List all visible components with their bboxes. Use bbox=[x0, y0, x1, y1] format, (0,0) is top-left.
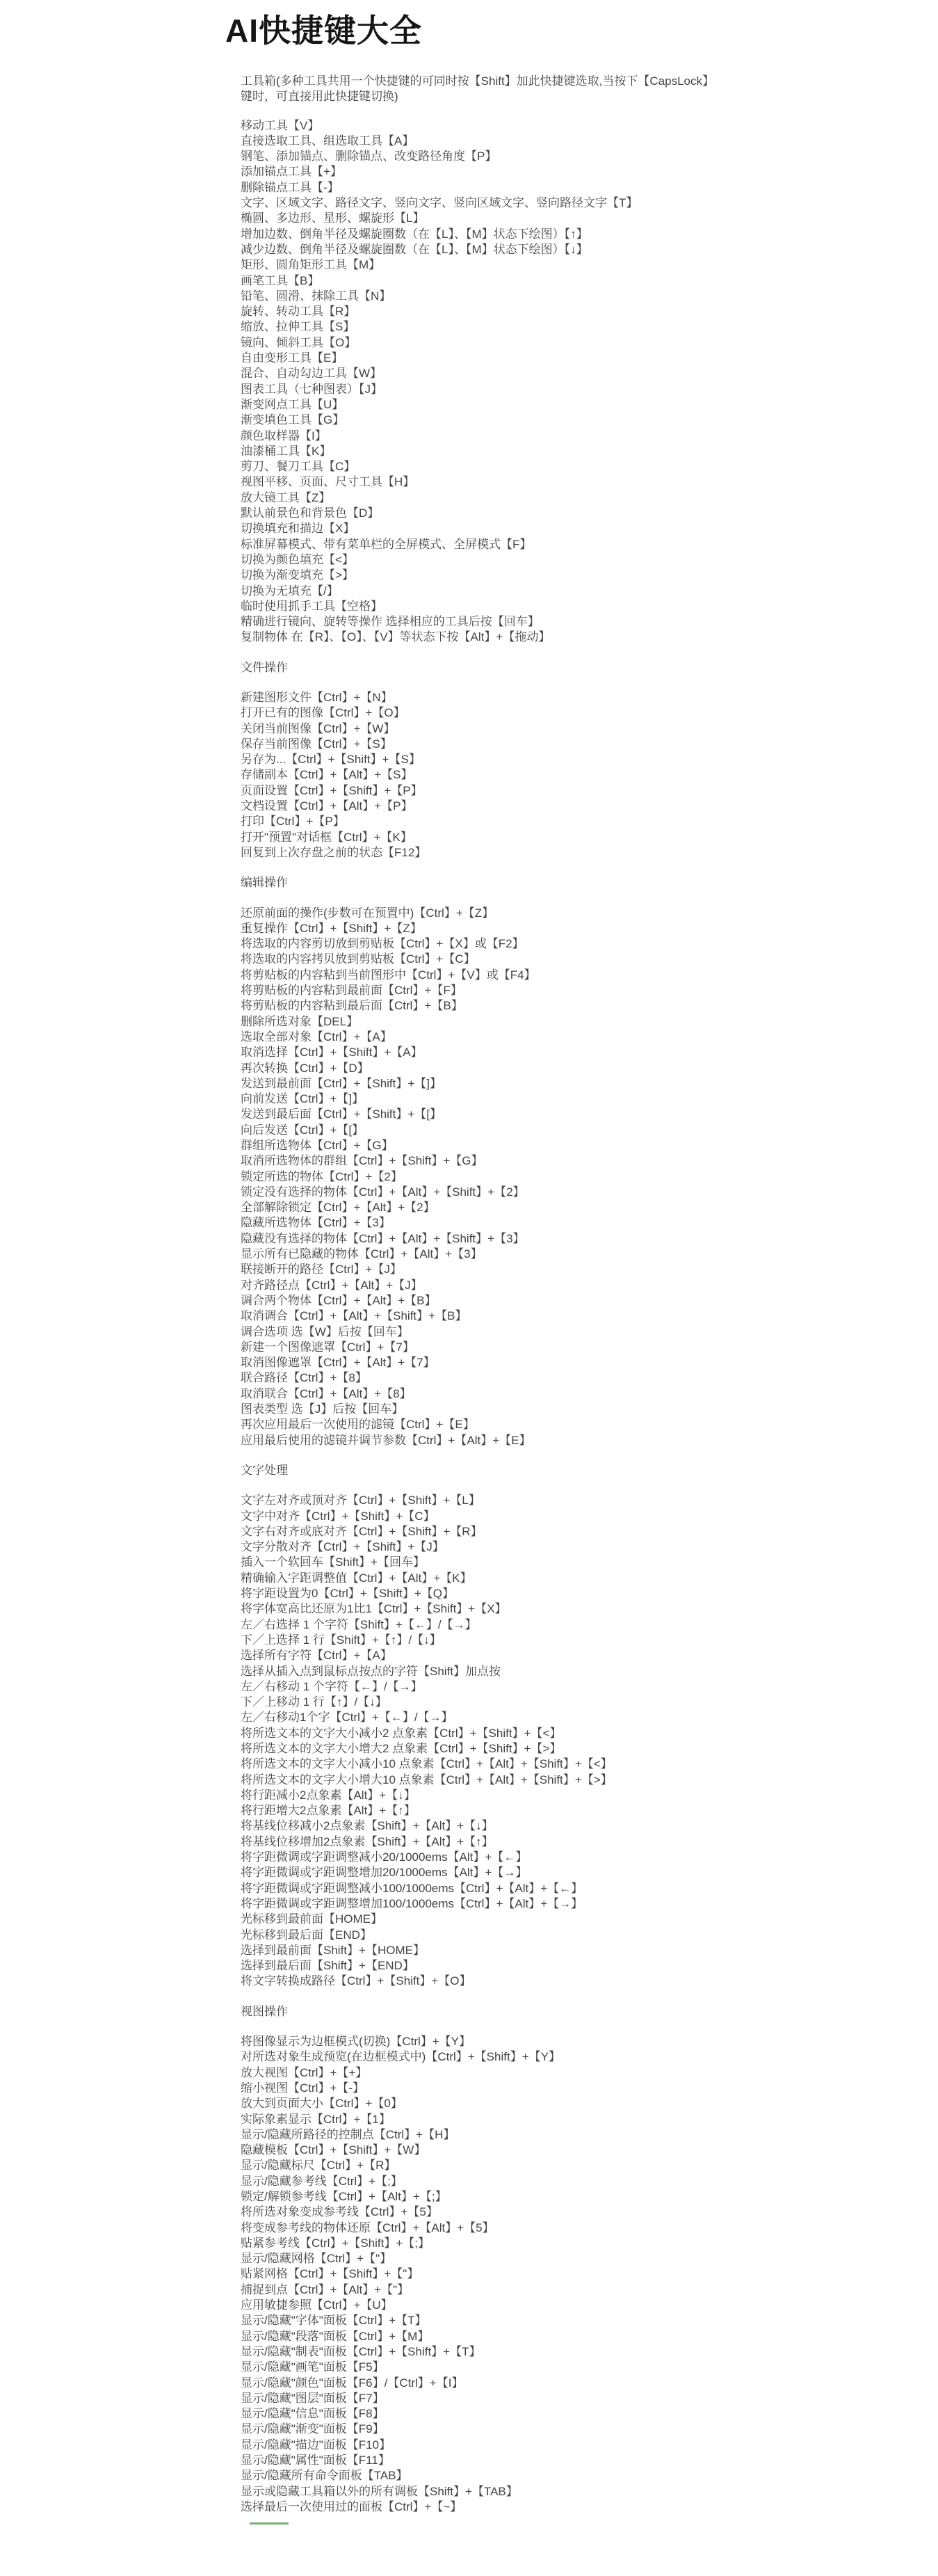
shortcut-line: 铅笔、圆滑、抹除工具【N】 bbox=[241, 289, 391, 303]
shortcut-line: 将所选对象变成参考线【Ctrl】+【5】 bbox=[241, 2205, 438, 2219]
shortcut-line: 锁定所选的物体【Ctrl】+【2】 bbox=[241, 1169, 403, 1183]
shortcut-line: 新建一个图像遮罩【Ctrl】+【7】 bbox=[241, 1340, 414, 1354]
shortcut-line: 显示/隐藏"画笔"面板【F5】 bbox=[241, 2360, 385, 2374]
shortcut-line: 显示所有已隐藏的物体【Ctrl】+【Alt】+【3】 bbox=[241, 1247, 483, 1261]
shortcut-line: 切换为渐变填充【>】 bbox=[241, 568, 354, 582]
shortcut-line: 取消调合【Ctrl】+【Alt】+【Shift】+【B】 bbox=[241, 1309, 467, 1323]
shortcut-line: 应用敏捷参照【Ctrl】+【U】 bbox=[241, 2298, 393, 2312]
shortcut-line: 对所选对象生成预览(在边框模式中)【Ctrl】+【Shift】+【Y】 bbox=[241, 2050, 560, 2064]
shortcut-line: 放大到页面大小【Ctrl】+【0】 bbox=[241, 2097, 403, 2111]
article-content bbox=[241, 74, 724, 2525]
shortcut-line: 捕捉到点【Ctrl】+【Alt】+【"】 bbox=[241, 2282, 410, 2296]
shortcut-line: 显示/隐藏"属性"面板【F11】 bbox=[241, 2454, 390, 2467]
shortcut-line: 将所选文本的文字大小减小2 点象素【Ctrl】+【Shift】+【<】 bbox=[241, 1726, 562, 1740]
shortcut-line: 将文字转换成路径【Ctrl】+【Shift】+【O】 bbox=[241, 1974, 471, 1988]
shortcut-line: 打开"预置"对话框【Ctrl】+【K】 bbox=[241, 830, 412, 844]
shortcut-line: 切换填充和描边【X】 bbox=[241, 522, 355, 536]
shortcut-line: 插入一个软回车【Shift】+【回车】 bbox=[241, 1555, 425, 1569]
shortcut-line: 文字分散对齐【Ctrl】+【Shift】+【J】 bbox=[241, 1540, 444, 1554]
shortcut-line: 显示/隐藏网格【Ctrl】+【"】 bbox=[241, 2252, 392, 2266]
shortcut-line: 选择到最后面【Shift】+【END】 bbox=[241, 1959, 414, 1973]
shortcut-line: 渐变填色工具【G】 bbox=[241, 413, 345, 427]
shortcut-line: 联合路径【Ctrl】+【8】 bbox=[241, 1371, 367, 1385]
shortcut-line: 混合、自动勾边工具【W】 bbox=[241, 367, 382, 381]
shortcut-line: 将字体宽高比还原为1比1【Ctrl】+【Shift】+【X】 bbox=[241, 1602, 507, 1616]
shortcut-line: 椭圆、多边形、星形、螺旋形【L】 bbox=[241, 211, 425, 225]
shortcut-line: 将所选文本的文字大小减小10 点象素【Ctrl】+【Alt】+【Shift】+【<】 bbox=[241, 1757, 613, 1771]
shortcut-line: 切换为颜色填充【<】 bbox=[241, 552, 354, 566]
page-title: AI快捷键大全 bbox=[225, 13, 422, 49]
shortcut-line: 文字右对齐或底对齐【Ctrl】+【Shift】+【R】 bbox=[241, 1524, 483, 1538]
shortcut-line: 放大视图【Ctrl】+【+】 bbox=[241, 2065, 368, 2079]
shortcut-line: 取消所选物体的群组【Ctrl】+【Shift】+【G】 bbox=[241, 1154, 483, 1168]
shortcut-line: 文字中对齐【Ctrl】+【Shift】+【C】 bbox=[241, 1509, 435, 1523]
shortcut-line: 移动工具【V】 bbox=[241, 118, 320, 132]
shortcut-line: 将选取的内容拷贝放到剪贴板【Ctrl】+【C】 bbox=[241, 952, 476, 966]
shortcut-line: 将字距微调或字距调整减小100/1000ems【Ctrl】+【Alt】+【←】 bbox=[241, 1881, 583, 1895]
shortcut-line: 向前发送【Ctrl】+【]】 bbox=[241, 1092, 364, 1106]
shortcut-line: 放大镜工具【Z】 bbox=[241, 490, 331, 504]
shortcut-line: 全部解除锁定【Ctrl】+【Alt】+【2】 bbox=[241, 1201, 435, 1215]
shortcut-line: 贴紧网格【Ctrl】+【Shift】+【"】 bbox=[241, 2267, 419, 2281]
shortcut-line: 隐藏没有选择的物体【Ctrl】+【Alt】+【Shift】+【3】 bbox=[241, 1231, 525, 1245]
shortcut-line: 左／右移动 1 个字符【←】/【→】 bbox=[241, 1679, 423, 1693]
shortcut-line: 显示/隐藏"图层"面板【F7】 bbox=[241, 2391, 385, 2405]
shortcut-line: 显示/隐藏所路径的控制点【Ctrl】+【H】 bbox=[241, 2127, 455, 2141]
shortcut-line: 图表类型 选【J】后按【回车】 bbox=[241, 1402, 404, 1416]
shortcut-line: 将所选文本的文字大小增大10 点象素【Ctrl】+【Alt】+【Shift】+【>】 bbox=[241, 1773, 613, 1786]
shortcut-line: 删除锚点工具【-】 bbox=[241, 180, 339, 194]
shortcut-line: 锁定/解锁参考线【Ctrl】+【Alt】+【;】 bbox=[241, 2190, 447, 2203]
shortcut-line: 对齐路径点【Ctrl】+【Alt】+【J】 bbox=[241, 1278, 423, 1292]
shortcut-line: 将基线位移增加2点象素【Shift】+【Alt】+【↑】 bbox=[241, 1834, 494, 1848]
section-heading: 视图操作 bbox=[241, 2004, 288, 2018]
shortcut-line: 左／右移动1个字【Ctrl】+【←】/【→】 bbox=[241, 1711, 453, 1725]
shortcut-line: 将基线位移减小2点象素【Shift】+【Alt】+【↓】 bbox=[241, 1819, 494, 1833]
shortcut-line: 画笔工具【B】 bbox=[241, 273, 320, 287]
shortcut-line: 临时使用抓手工具【空格】 bbox=[241, 599, 382, 613]
shortcut-line: 光标移到最前面【HOME】 bbox=[241, 1912, 382, 1926]
shortcut-line: 显示/隐藏所有命令面板【TAB】 bbox=[241, 2469, 408, 2483]
shortcut-line: 显示/隐藏"段落"面板【Ctrl】+【M】 bbox=[241, 2329, 430, 2343]
shortcut-line: 精确进行镜向、旋转等操作 选择相应的工具后按【回车】 bbox=[241, 615, 540, 629]
shortcut-line: 增加边数、倒角半径及螺旋圈数（在【L】、【M】状态下绘图）【↑】 bbox=[241, 227, 588, 241]
shortcut-line: 光标移到最后面【END】 bbox=[241, 1928, 372, 1942]
shortcut-line: 剪刀、餐刀工具【C】 bbox=[241, 460, 356, 474]
shortcut-line: 显示/隐藏"制表"面板【Ctrl】+【Shift】+【T】 bbox=[241, 2344, 481, 2358]
shortcut-line: 页面设置【Ctrl】+【Shift】+【P】 bbox=[241, 783, 423, 797]
shortcut-line: 标准屏幕模式、带有菜单栏的全屏模式、全屏模式【F】 bbox=[241, 537, 532, 551]
shortcut-line: 文字左对齐或顶对齐【Ctrl】+【Shift】+【L】 bbox=[241, 1494, 480, 1507]
shortcut-line: 将剪贴板的内容粘到最后面【Ctrl】+【B】 bbox=[241, 999, 463, 1013]
shortcut-line: 隐藏模板【Ctrl】+【Shift】+【W】 bbox=[241, 2143, 426, 2157]
shortcut-line: 钢笔、添加锚点、删除锚点、改变路径角度【P】 bbox=[241, 150, 497, 163]
shortcut-line: 添加锚点工具【+】 bbox=[241, 165, 342, 179]
shortcut-line: 群组所选物体【Ctrl】+【G】 bbox=[241, 1139, 394, 1152]
shortcut-line: 新建图形文件【Ctrl】+【N】 bbox=[241, 690, 393, 704]
shortcut-line: 默认前景色和背景色【D】 bbox=[241, 506, 380, 520]
shortcut-line: 文档设置【Ctrl】+【Alt】+【P】 bbox=[241, 799, 413, 813]
footer-link-underline[interactable] bbox=[250, 2522, 289, 2525]
shortcut-line: 存储副本【Ctrl】+【Alt】+【S】 bbox=[241, 768, 413, 782]
shortcut-line: 将剪贴板的内容粘到当前图形中【Ctrl】+【V】或【F4】 bbox=[241, 968, 536, 982]
shortcut-line: 选取全部对象【Ctrl】+【A】 bbox=[241, 1030, 392, 1043]
shortcut-line: 将字距设置为0【Ctrl】+【Shift】+【Q】 bbox=[241, 1587, 454, 1601]
shortcut-line: 重复操作【Ctrl】+【Shift】+【Z】 bbox=[241, 921, 422, 935]
shortcut-line: 图表工具（七种图表）【J】 bbox=[241, 382, 382, 396]
shortcut-line: 向后发送【Ctrl】+【[】 bbox=[241, 1123, 364, 1137]
shortcut-line: 显示/隐藏"颜色"面板【F6】/【Ctrl】+【I】 bbox=[241, 2376, 464, 2390]
shortcut-line: 缩放、拉伸工具【S】 bbox=[241, 320, 355, 334]
shortcut-line: 旋转、转动工具【R】 bbox=[241, 305, 356, 319]
shortcut-line: 下／上移动 1 行【↑】/【↓】 bbox=[241, 1695, 387, 1709]
shortcut-line: 精确输入字距调整值【Ctrl】+【Alt】+【K】 bbox=[241, 1571, 472, 1585]
shortcut-line: 再次应用最后一次使用的滤镜【Ctrl】+【E】 bbox=[241, 1418, 475, 1432]
shortcut-line: 将字距微调或字距调整减小20/1000ems【Alt】+【←】 bbox=[241, 1850, 528, 1864]
intro-paragraph: 工具箱(多种工具共用一个快捷键的可同时按【Shift】加此快捷键选取,当按下【CapsLock】键时，可直接用此快捷键切换) bbox=[241, 74, 714, 104]
shortcut-line: 自由变形工具【E】 bbox=[241, 351, 343, 365]
shortcut-line: 显示/隐藏"信息"面板【F8】 bbox=[241, 2407, 385, 2421]
shortcut-line: 油漆桶工具【K】 bbox=[241, 444, 332, 458]
shortcut-line: 视图平移、页面、尺寸工具【H】 bbox=[241, 475, 415, 489]
shortcut-line: 缩小视图【Ctrl】+【-】 bbox=[241, 2081, 365, 2095]
shortcut-line: 关闭当前图像【Ctrl】+【W】 bbox=[241, 721, 396, 735]
shortcut-line: 隐藏所选物体【Ctrl】+【3】 bbox=[241, 1216, 391, 1230]
shortcut-line: 矩形、圆角矩形工具【M】 bbox=[241, 258, 381, 272]
shortcut-line: 颜色取样器【I】 bbox=[241, 429, 327, 442]
shortcut-line: 将所选文本的文字大小增大2 点象素【Ctrl】+【Shift】+【>】 bbox=[241, 1741, 562, 1755]
shortcut-line: 渐变网点工具【U】 bbox=[241, 397, 344, 411]
shortcut-line: 取消选择【Ctrl】+【Shift】+【A】 bbox=[241, 1046, 423, 1059]
shortcut-line: 显示/隐藏标尺【Ctrl】+【R】 bbox=[241, 2159, 396, 2173]
shortcut-line: 将图像显示为边框模式(切换)【Ctrl】+【Y】 bbox=[241, 2035, 471, 2049]
shortcut-line: 另存为...【Ctrl】+【Shift】+【S】 bbox=[241, 753, 421, 767]
section-heading: 编辑操作 bbox=[241, 876, 288, 890]
shortcut-line: 选择到最前面【Shift】+【HOME】 bbox=[241, 1943, 425, 1957]
shortcut-line: 左／右选择 1 个字符【Shift】+【←】/【→】 bbox=[241, 1617, 477, 1631]
shortcut-line: 选择从插入点到鼠标点按点的字符【Shift】加点按 bbox=[241, 1664, 501, 1678]
shortcut-line: 调合两个物体【Ctrl】+【Alt】+【B】 bbox=[241, 1293, 437, 1307]
shortcut-line: 打印【Ctrl】+【P】 bbox=[241, 815, 345, 829]
shortcut-line: 删除所选对象【DEL】 bbox=[241, 1014, 359, 1028]
shortcut-line: 减少边数、倒角半径及螺旋圈数（在【L】、【M】状态下绘图）【↓】 bbox=[241, 242, 588, 256]
shortcut-line: 取消联合【Ctrl】+【Alt】+【8】 bbox=[241, 1386, 412, 1400]
shortcut-line: 再次转换【Ctrl】+【D】 bbox=[241, 1061, 369, 1075]
shortcut-line: 调合选项 选【W】后按【回车】 bbox=[241, 1325, 409, 1338]
shortcut-line: 锁定没有选择的物体【Ctrl】+【Alt】+【Shift】+【2】 bbox=[241, 1185, 525, 1199]
shortcut-line: 将剪贴板的内容粘到最前面【Ctrl】+【F】 bbox=[241, 984, 462, 998]
shortcut-line: 将字距微调或字距调整增加20/1000ems【Alt】+【→】 bbox=[241, 1866, 528, 1880]
shortcut-line: 选择最后一次使用过的面板【Ctrl】+【~】 bbox=[241, 2499, 462, 2513]
shortcut-line: 显示/隐藏"字体"面板【Ctrl】+【T】 bbox=[241, 2314, 427, 2328]
section-heading: 文字处理 bbox=[241, 1463, 288, 1477]
shortcut-sections bbox=[241, 118, 724, 2515]
shortcut-line: 显示/隐藏"描边"面板【F10】 bbox=[241, 2438, 391, 2451]
shortcut-line: 实际象素显示【Ctrl】+【1】 bbox=[241, 2112, 391, 2126]
shortcut-line: 复制物体 在【R】、【O】、【V】等状态下按【Alt】+【拖动】 bbox=[241, 630, 551, 644]
shortcut-line: 文字、区域文字、路径文字、竖向文字、竖向区域文字、竖向路径文字【T】 bbox=[241, 196, 638, 210]
shortcut-line: 显示或隐藏工具箱以外的所有调板【Shift】+【TAB】 bbox=[241, 2484, 518, 2498]
shortcut-line: 保存当前图像【Ctrl】+【S】 bbox=[241, 737, 392, 751]
shortcut-line: 将选取的内容剪切放到剪贴板【Ctrl】+【X】或【F2】 bbox=[241, 937, 524, 951]
shortcut-line: 显示/隐藏参考线【Ctrl】+【;】 bbox=[241, 2174, 403, 2188]
shortcut-line: 发送到最后面【Ctrl】+【Shift】+【[】 bbox=[241, 1107, 442, 1121]
shortcut-line: 将变成参考线的物体还原【Ctrl】+【Alt】+【5】 bbox=[241, 2221, 494, 2234]
shortcut-line: 发送到最前面【Ctrl】+【Shift】+【]】 bbox=[241, 1076, 442, 1090]
shortcut-line: 联接断开的路径【Ctrl】+【J】 bbox=[241, 1263, 402, 1277]
shortcut-line: 打开已有的图像【Ctrl】+【O】 bbox=[241, 706, 405, 720]
shortcut-line: 应用最后使用的滤镜并调节参数【Ctrl】+【Alt】+【E】 bbox=[241, 1433, 531, 1447]
shortcut-line: 镜向、倾斜工具【O】 bbox=[241, 335, 357, 349]
shortcut-line: 将行距减小2点象素【Alt】+【↓】 bbox=[241, 1788, 416, 1802]
shortcut-line: 直接选取工具、组选取工具【A】 bbox=[241, 134, 414, 147]
shortcut-line: 切换为无填充【/】 bbox=[241, 584, 339, 598]
shortcut-line: 回复到上次存盘之前的状态【F12】 bbox=[241, 845, 427, 859]
shortcut-line: 下／上选择 1 行【Shift】+【↑】/【↓】 bbox=[241, 1633, 442, 1647]
shortcut-line: 贴紧参考线【Ctrl】+【Shift】+【;】 bbox=[241, 2236, 430, 2250]
shortcut-line: 取消图像遮罩【Ctrl】+【Alt】+【7】 bbox=[241, 1356, 435, 1370]
shortcut-line: 将行距增大2点象素【Alt】+【↑】 bbox=[241, 1804, 416, 1818]
shortcut-line: 选择所有字符【Ctrl】+【A】 bbox=[241, 1649, 392, 1663]
shortcut-line: 还原前面的操作(步数可在预置中)【Ctrl】+【Z】 bbox=[241, 906, 494, 920]
shortcut-line: 显示/隐藏"渐变"面板【F9】 bbox=[241, 2422, 385, 2436]
section-heading: 文件操作 bbox=[241, 660, 288, 674]
shortcut-line: 将字距微调或字距调整增加100/1000ems【Ctrl】+【Alt】+【→】 bbox=[241, 1896, 583, 1910]
